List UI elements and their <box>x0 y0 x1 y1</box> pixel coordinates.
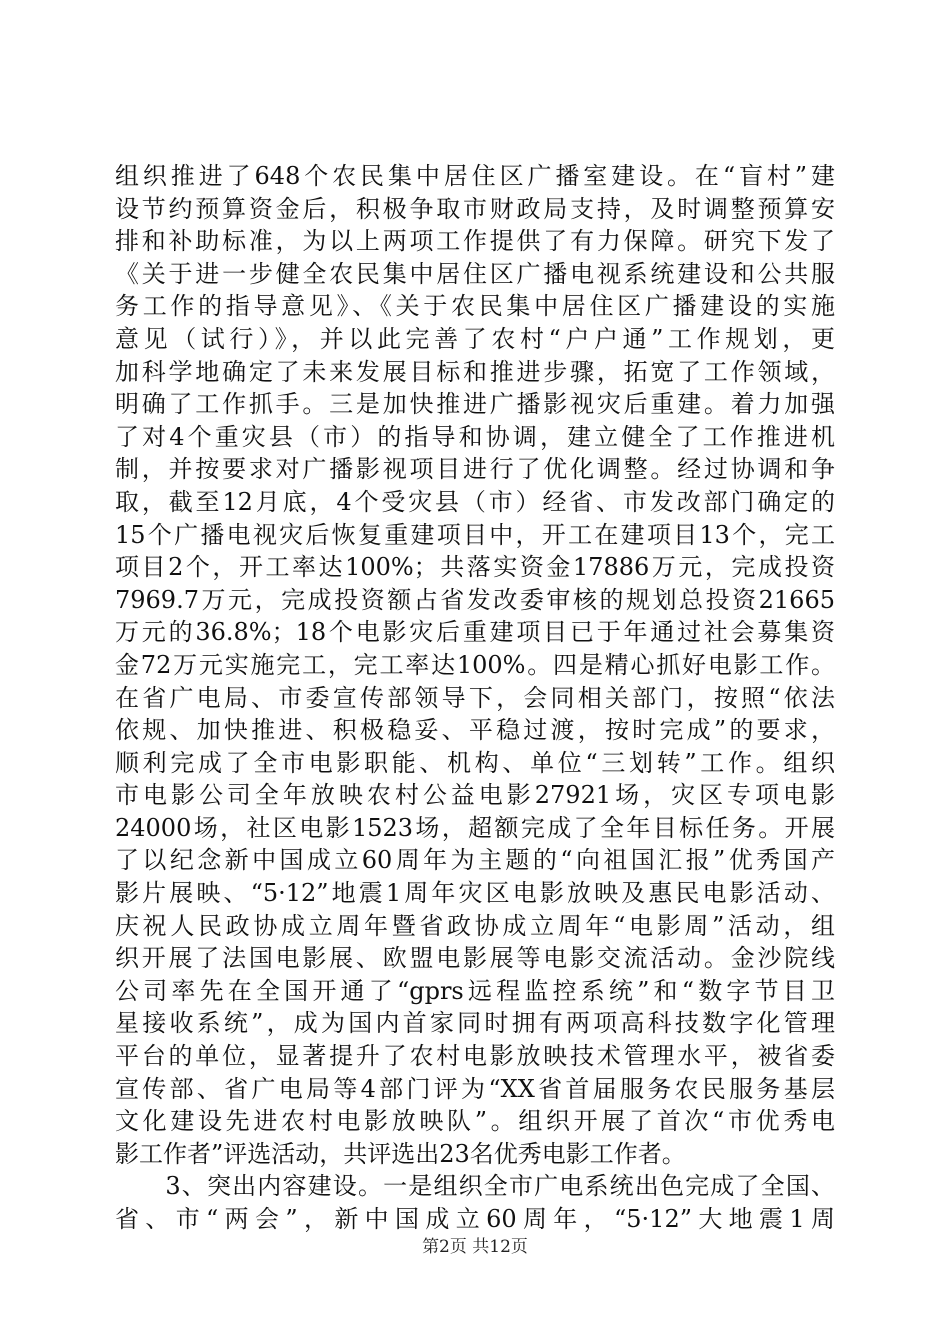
text-line: 3、突出内容建设。一是组织全市广电系统出色完成了全国、 <box>115 1172 835 1201</box>
text-line: 排和补助标准，为以上两项工作提供了有力保障。研究下发了 <box>115 227 835 256</box>
text-line: 金72万元实施完工，完工率达100%。四是精心抓好电影工作。 <box>115 650 835 679</box>
text-line: 加科学地确定了未来发展目标和推进步骤，拓宽了工作领域， <box>115 357 835 386</box>
page-number-footer: 第2页 共12页 <box>422 1237 528 1257</box>
text-line: 15个广播电视灾后恢复重建项目中，开工在建项目13个，完工 <box>115 520 835 549</box>
text-line: 意见（试行）》，并以此完善了农村“户户通”工作规划，更 <box>115 324 835 353</box>
text-line: 7969.7万元，完成投资额占省发改委审核的规划总投资21665 <box>115 585 835 614</box>
text-line: 制，并按要求对广播影视项目进行了优化调整。经过协调和争 <box>115 455 835 484</box>
text-line: 平台的单位，显著提升了农村电影放映技术管理水平，被省委 <box>115 1042 835 1071</box>
text-line: 组织推进了648个农民集中居住区广播室建设。在“盲村”建 <box>115 162 835 190</box>
text-line: 《关于进一步健全农民集中居住区广播电视系统建设和公共服 <box>115 259 835 288</box>
text-line: 织开展了法国电影展、欧盟电影展等电影交流活动。金沙院线 <box>115 944 835 973</box>
text-line: 设节约预算资金后，积极争取市财政局支持，及时调整预算安 <box>115 194 835 223</box>
text-line: 了以纪念新中国成立60周年为主题的“向祖国汇报”优秀国产 <box>115 846 835 875</box>
text-line: 取，截至12月底，4个受灾县（市）经省、市发改部门确定的 <box>115 487 835 516</box>
text-line: 公司率先在全国开通了“gprs远程监控系统”和“数字节目卫 <box>115 976 835 1005</box>
text-line: 影片展映、“5·12”地震1周年灾区电影放映及惠民电影活动、 <box>115 879 835 908</box>
text-line: 项目2个，开工率达100%；共落实资金17886万元，完成投资 <box>115 553 835 582</box>
text-line: 宣传部、省广电局等4部门评为“XX省首届服务农民服务基层 <box>115 1074 835 1103</box>
text-line: 星接收系统”，成为国内首家同时拥有两项高科技数字化管理 <box>115 1009 835 1038</box>
body-text <box>115 160 835 1236</box>
text-line: 在省广电局、市委宣传部领导下，会同相关部门，按照“依法 <box>115 683 835 712</box>
text-line: 文化建设先进农村电影放映队”。组织开展了首次“市优秀电 <box>115 1107 835 1136</box>
text-line: 省、市“两会”，新中国成立60周年，“5·12”大地震1周 <box>115 1205 835 1233</box>
text-line: 万元的36.8%；18个电影灾后重建项目已于年通过社会募集资 <box>115 618 835 647</box>
text-line: 了对4个重灾县（市）的指导和协调，建立健全了工作推进机 <box>115 422 835 451</box>
text-line: 顺利完成了全市电影职能、机构、单位“三划转”工作。组织 <box>115 748 835 777</box>
text-line: 庆祝人民政协成立周年暨省政协成立周年“电影周”活动，组 <box>115 911 835 940</box>
paragraph-end-line: 影工作者”评选活动，共评选出23名优秀电影工作者。 <box>115 1139 686 1168</box>
text-line: 依规、加快推进、积极稳妥、平稳过渡，按时完成”的要求， <box>115 716 835 745</box>
text-line: 明确了工作抓手。三是加快推进广播影视灾后重建。着力加强 <box>115 390 835 419</box>
text-line: 24000场，社区电影1523场，超额完成了全年目标任务。开展 <box>115 813 835 842</box>
text-line: 市电影公司全年放映农村公益电影27921场，灾区专项电影 <box>115 781 835 810</box>
text-line: 务工作的指导意见》、《关于农民集中居住区广播建设的实施 <box>115 292 835 321</box>
